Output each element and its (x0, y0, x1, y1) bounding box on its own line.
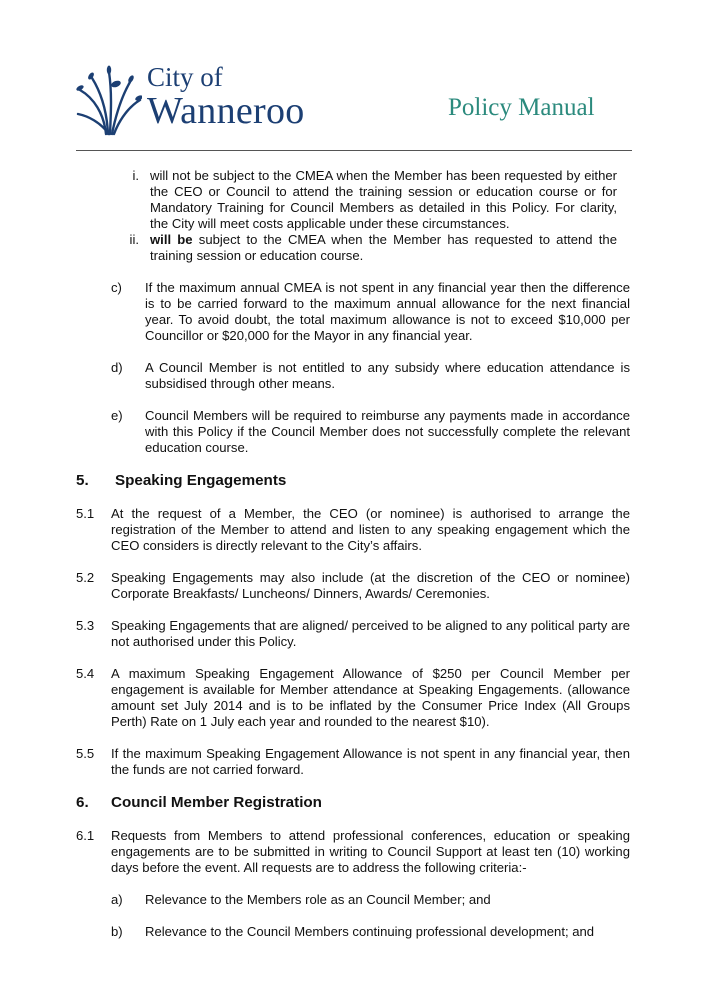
item-text: will be subject to the CMEA when the Member has requested to attend the training session or education course. (150, 232, 617, 263)
list-item-ii (76, 232, 632, 264)
item-label: c) (111, 280, 122, 295)
list-item-6a (76, 892, 632, 908)
section-heading-5 (76, 472, 632, 490)
item-text: will not be subject to the CMEA when the Member has been requested by either the CEO or Council to attend the training session or education course or for Mandatory Training for Council Members as detailed in this Policy. For clarity, the City will meet costs applicable under these circumstances. (150, 168, 617, 231)
clause-5-1 (76, 506, 632, 554)
clause-5-2 (76, 570, 632, 602)
city-of-wanneroo-logo (76, 62, 336, 137)
section-number: 5. (76, 472, 89, 489)
clause-5-5 (76, 746, 632, 778)
list-item-c (76, 280, 632, 344)
section-title: Speaking Engagements (115, 472, 287, 489)
wanneroo-plant-icon (76, 64, 142, 136)
logo-city-of: City of (147, 62, 223, 92)
item-text: Relevance to the Council Members continuing professional development; and (145, 924, 595, 939)
clause-text: Requests from Members to attend professional conferences, education or speaking engagements are to be submitted in writing to Council Support at least ten (10) working days before the event. All requests are to address the following criteria:- (111, 828, 630, 875)
item-label: a) (111, 892, 123, 907)
item-number: ii. (129, 232, 139, 247)
policy-manual-title: Policy Manual (448, 94, 595, 121)
item-text: Relevance to the Members role as an Council Member; and (145, 892, 491, 907)
header-divider (76, 150, 632, 151)
clause-number: 5.5 (76, 746, 95, 761)
clause-number: 6.1 (76, 828, 95, 843)
clause-5-4 (76, 666, 632, 730)
clause-5-3 (76, 618, 632, 650)
item-text: Council Members will be required to reimburse any payments made in accordance with this Policy if the Council Member does not successfully complete the relevant education course. (145, 408, 630, 455)
list-item-i (76, 168, 632, 232)
logo-wanneroo: Wanneroo (147, 90, 305, 132)
clause-text: A maximum Speaking Engagement Allowance of $250 per Council Member per engagement is available for Member attendance at Speaking Engagements. (allowance amount set July 2014 and is to be inflated by the Consumer Price Index (All Groups Perth) Rate on 1 July each year and rounded to the nearest $10). (111, 666, 630, 729)
item-label: e) (111, 408, 123, 423)
clause-number: 5.4 (76, 666, 95, 681)
item-text: If the maximum annual CMEA is not spent in any financial year then the difference is to be carried forward to the maximum annual allowance for the next financial year. To avoid doubt, the total maximum allowance is not to exceed $10,000 per Councillor or $20,000 for the Mayor in any financial year. (145, 280, 630, 343)
item-text: A Council Member is not entitled to any subsidy where education attendance is subsidised through other means. (145, 360, 630, 391)
item-label: d) (111, 360, 123, 375)
clause-text: Speaking Engagements may also include (at the discretion of the CEO or nominee) Corporate Breakfasts/ Luncheons/ Dinners, Awards/ Ceremonies. (111, 570, 630, 601)
list-item-6b (76, 924, 632, 940)
section-number: 6. (76, 794, 89, 811)
clause-text: If the maximum Speaking Engagement Allowance is not spent in any financial year, then the funds are not carried forward. (111, 746, 630, 777)
section-title: Council Member Registration (111, 794, 322, 811)
section-heading-6 (76, 794, 632, 812)
document-body (76, 168, 632, 940)
item-label: b) (111, 924, 123, 939)
clause-number: 5.3 (76, 618, 95, 633)
list-item-e (76, 408, 632, 456)
clause-number: 5.2 (76, 570, 95, 585)
page-header (0, 0, 706, 150)
clause-text: At the request of a Member, the CEO (or nominee) is authorised to arrange the registration of the Member to attend and listen to any speaking engagement which the CEO considers is directly relevant to the City’s affairs. (111, 506, 630, 553)
list-item-d (76, 360, 632, 392)
clause-number: 5.1 (76, 506, 95, 521)
item-number: i. (132, 168, 139, 183)
clause-text: Speaking Engagements that are aligned/ perceived to be aligned to any political party are not authorised under this Policy. (111, 618, 630, 649)
clause-6-1 (76, 828, 632, 876)
